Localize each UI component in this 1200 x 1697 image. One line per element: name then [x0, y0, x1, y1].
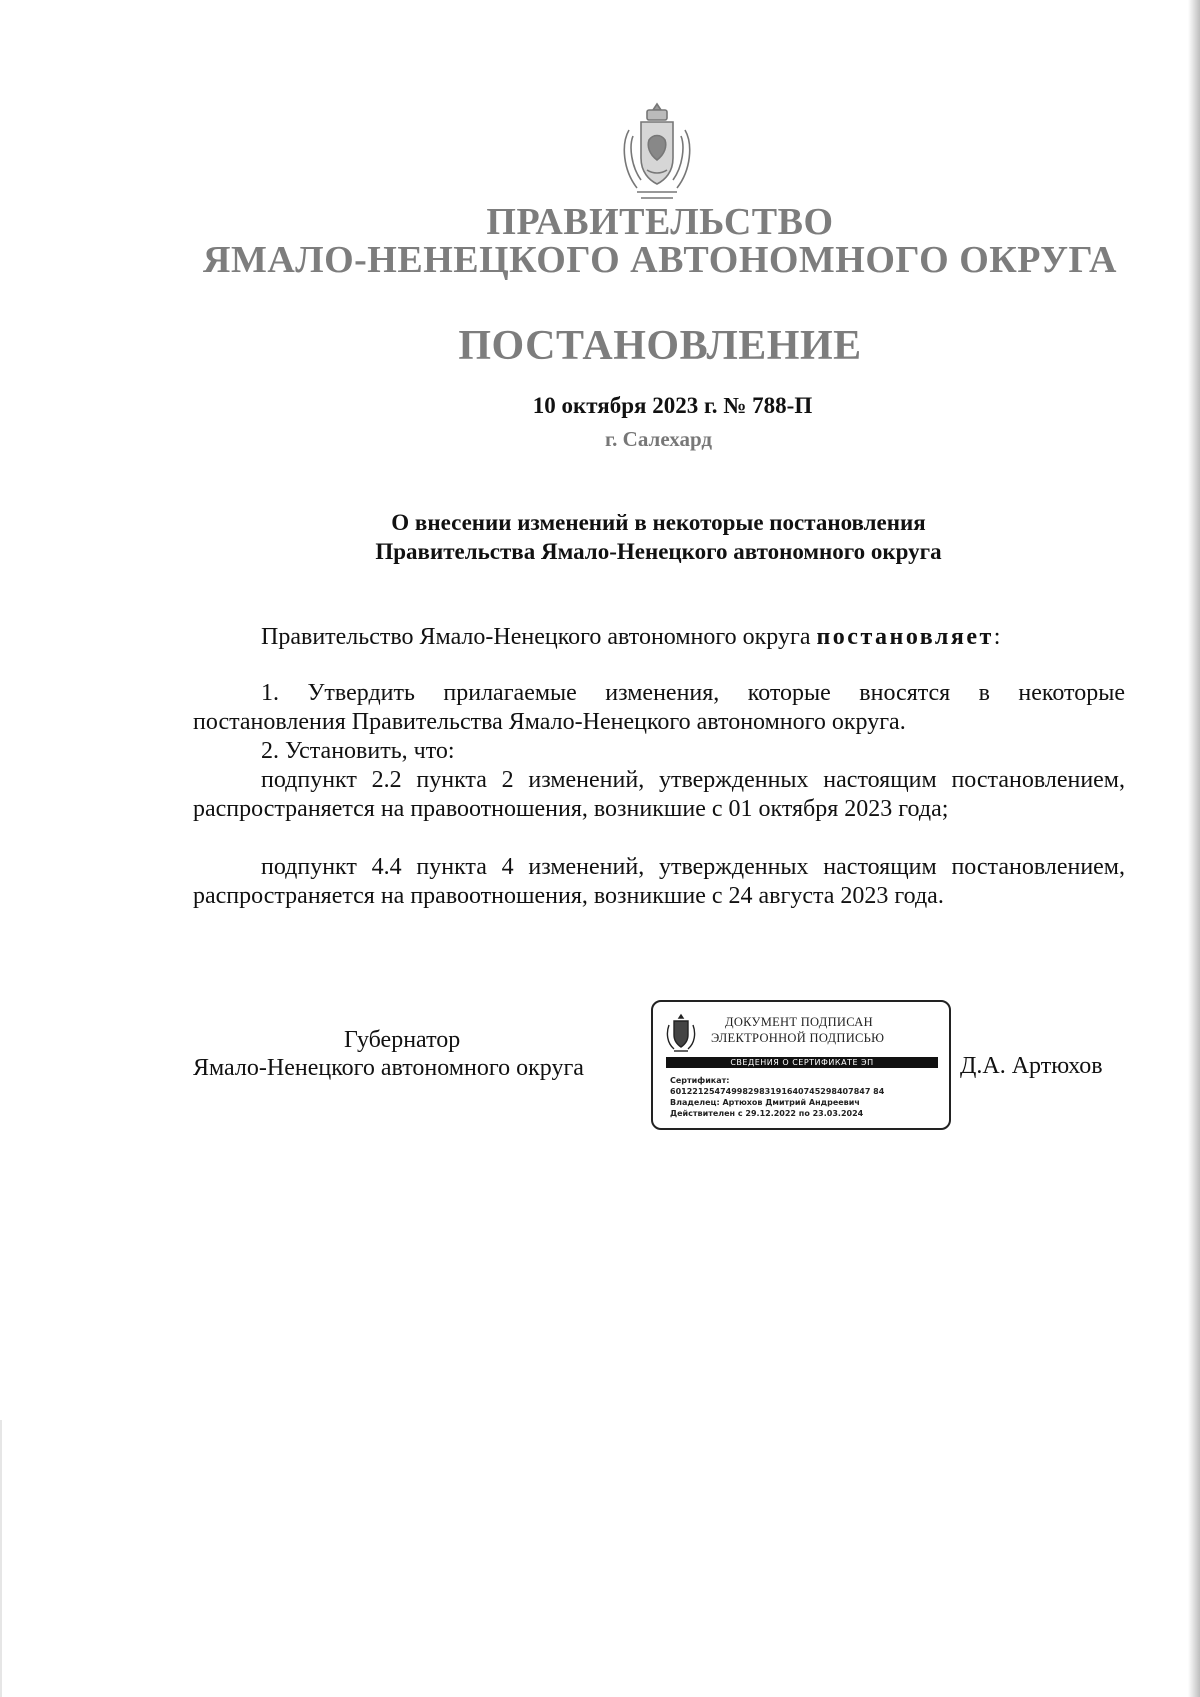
stamp-owner: Владелец: Артюхов Дмитрий Андреевич	[670, 1098, 860, 1107]
stamp-emblem-icon	[666, 1013, 696, 1053]
stamp-line2: ЭЛЕКТРОННОЙ ПОДПИСЬЮ	[711, 1031, 885, 1045]
document-type: ПОСТАНОВЛЕНИЕ	[458, 323, 862, 369]
signature-title-line2: Ямало-Ненецкого автономного округа	[193, 1055, 584, 1081]
stamp-line1: ДОКУМЕНТ ПОДПИСАН	[725, 1015, 873, 1029]
item-2: 2. Установить, что:	[261, 738, 455, 764]
item-1: 1. Утвердить прилагаемые изменения, которые вносятся в некоторые постановления Правительства Ямало-Ненецкого автономного округа.	[193, 680, 1125, 735]
subitem-2: подпункт 4.4 пункта 4 изменений, утвержденных настоящим постановлением, распространяется на правоотношения, возникшие с 24 августа 2023 года.	[193, 854, 1125, 909]
signatory-name: Д.А. Артюхов	[960, 1053, 1103, 1079]
government-title-line1: ПРАВИТЕЛЬСТВО	[486, 201, 834, 243]
date-number: 10 октября 2023 г. № 788-П	[532, 393, 813, 418]
place: г. Салехард	[605, 427, 712, 451]
stamp-heading	[711, 1014, 941, 1046]
coat-of-arms-icon	[617, 100, 697, 204]
preamble-end: :	[993, 624, 1001, 650]
subject-line1: О внесении изменений в некоторые постановления	[391, 510, 926, 535]
document-subject	[0, 508, 1200, 566]
subject-line2: Правительства Ямало-Ненецкого автономного округа	[375, 539, 942, 564]
government-title-line2: ЯМАЛО-НЕНЕЦКОГО АВТОНОМНОГО ОКРУГА	[203, 239, 1117, 281]
scan-edge-line	[0, 1420, 2, 1697]
stamp-certificate-bar: СВЕДЕНИЯ О СЕРТИФИКАТЕ ЭП	[666, 1057, 938, 1068]
signature-title-line1: Губернатор	[344, 1027, 461, 1053]
stamp-cert-label: Сертификат:	[670, 1076, 730, 1085]
subitem-1: подпункт 2.2 пункта 2 изменений, утвержденных настоящим постановлением, распространяется на правоотношения, возникшие с 01 октября 2023 года;	[193, 767, 1125, 822]
electronic-signature-stamp	[651, 1000, 951, 1130]
preamble-keyword: постановляет	[816, 624, 994, 650]
preamble	[193, 623, 1125, 652]
stamp-certificate-info	[670, 1075, 945, 1119]
stamp-cert-number: 601221254749982983191640745298407847 84	[670, 1087, 885, 1096]
preamble-text: Правительство Ямало-Ненецкого автономного округа	[261, 624, 817, 650]
stamp-validity: Действителен с 29.12.2022 по 23.03.2024	[670, 1109, 864, 1118]
